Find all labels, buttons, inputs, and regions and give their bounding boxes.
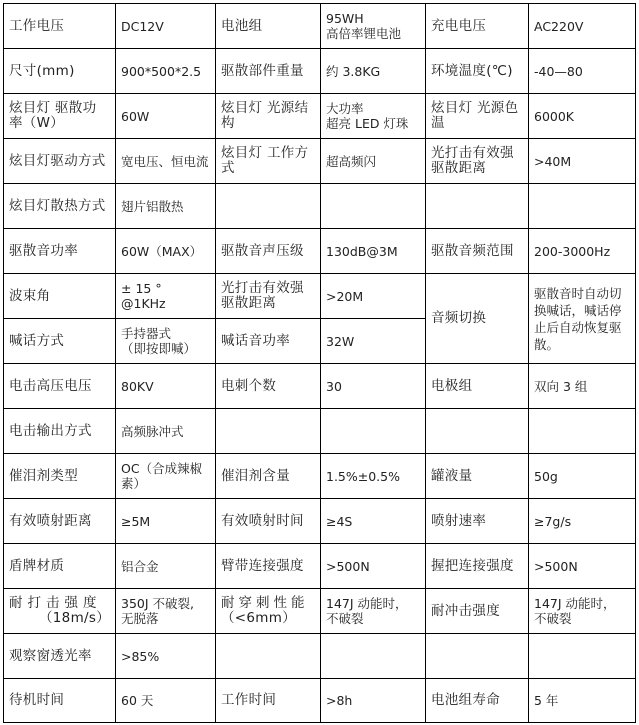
param-label-grip-strength: 握把连接强度: [426, 544, 529, 589]
param-label-puncture-resistance: [216, 589, 321, 634]
param-value-light-effective-range: >20M: [321, 274, 426, 319]
param-label-impact-strength: [4, 589, 116, 634]
param-label-shock-output: 电击输出方式: [4, 409, 116, 454]
param-label-shock-voltage: 电击高压电压: [4, 364, 116, 409]
param-value-light-range: >40M: [529, 139, 636, 184]
param-value-color-temp: 6000K: [529, 94, 636, 139]
param-value-tear-agent-content: 1.5%±0.5%: [321, 454, 426, 499]
beam-angle-degrees: ± 15 °: [121, 281, 162, 296]
param-value-beam-angle: [116, 274, 216, 319]
param-value-shock-resistance: [529, 589, 636, 634]
param-label-dazzle-power: 炫目灯 驱散功率（W）: [4, 94, 116, 139]
shout-method-line-2: （即按即喊）: [121, 341, 197, 356]
param-value-grip-strength: >500N: [529, 544, 636, 589]
empty-cell: [529, 634, 636, 679]
table-row: [4, 94, 636, 139]
param-label-dazzle-cooling: 炫目灯散热方式: [4, 184, 116, 229]
empty-cell: [216, 634, 321, 679]
param-value-sound-pressure: 130dB@3M: [321, 229, 426, 274]
empty-cell: [426, 634, 529, 679]
empty-cell: [321, 184, 426, 229]
empty-cell: [216, 184, 321, 229]
puncture-resistance-spec: （<6mm）: [221, 610, 297, 626]
param-value-working-voltage: DC12V: [116, 4, 216, 49]
empty-cell: [529, 184, 636, 229]
param-value-spray-rate: ≥7g/s: [529, 499, 636, 544]
param-label-standby-time: 待机时间: [4, 679, 116, 723]
table-row: [4, 454, 636, 499]
empty-cell: [321, 634, 426, 679]
param-label-battery-pack: 电池组: [216, 4, 321, 49]
impact-strength-value-line-1: 350J 不破裂,: [121, 596, 194, 611]
table-row: [4, 679, 636, 723]
param-value-standby-time: 60 天: [116, 679, 216, 723]
param-label-shout-power: 喊话音功率: [216, 319, 321, 364]
param-label-can-volume: 罐液量: [426, 454, 529, 499]
param-label-beam-angle: 波束角: [4, 274, 116, 319]
puncture-value-line-2: 不破裂: [326, 611, 364, 626]
battery-pack-capacity: 95WH: [326, 11, 364, 26]
table-row: [4, 139, 636, 184]
param-label-working-time: 工作时间: [216, 679, 321, 723]
param-label-shout-method: 喊话方式: [4, 319, 116, 364]
param-value-window-transmittance: >85%: [116, 634, 216, 679]
param-label-dazzle-light-structure: 炫目灯 光源结构: [216, 94, 321, 139]
param-value-shield-material: 铝合金: [116, 544, 216, 589]
table-row: [4, 274, 636, 319]
param-value-electrode-group: 双向 3 组: [529, 364, 636, 409]
param-value-spray-time: ≥4S: [321, 499, 426, 544]
param-label-battery-life: 电池组寿命: [426, 679, 529, 723]
param-label-shield-material: 盾牌材质: [4, 544, 116, 589]
param-label-audio-switch: 音频切换: [426, 274, 529, 364]
table-row: [4, 544, 636, 589]
table-row: [4, 49, 636, 94]
impact-strength-value-line-2: 无脱落: [121, 611, 159, 626]
param-value-shock-output: 高频脉冲式: [116, 409, 216, 454]
param-label-spray-time: 有效喷射时间: [216, 499, 321, 544]
light-structure-line-2: 超亮 LED 灯珠: [326, 116, 409, 131]
shock-resistance-line-1: 147J 动能时，: [534, 596, 616, 611]
param-value-shout-method: [116, 319, 216, 364]
table-row: [4, 184, 636, 229]
param-value-prong-count: 30: [321, 364, 426, 409]
empty-cell: [321, 409, 426, 454]
param-label-window-transmittance: 观察窗透光率: [4, 634, 116, 679]
table-row: [4, 229, 636, 274]
param-label-armband-strength: 臂带连接强度: [216, 544, 321, 589]
shock-resistance-line-2: 不破裂: [534, 611, 572, 626]
param-label-dazzle-drive: 炫目灯驱动方式: [4, 139, 116, 184]
param-value-armband-strength: >500N: [321, 544, 426, 589]
table-row: [4, 499, 636, 544]
param-value-working-time: >8h: [321, 679, 426, 723]
param-value-shout-power: 32W: [321, 319, 426, 364]
param-value-can-volume: 50g: [529, 454, 636, 499]
spec-table: [3, 3, 636, 723]
param-label-tear-agent-content: 催泪剂含量: [216, 454, 321, 499]
param-label-electrode-group: 电极组: [426, 364, 529, 409]
param-label-spray-rate: 喷射速率: [426, 499, 529, 544]
param-value-ambient-temp: -40—80: [529, 49, 636, 94]
param-value-dazzle-light-structure: [321, 94, 426, 139]
impact-strength-title: 耐打击强度: [9, 595, 102, 611]
shout-method-line-1: 手持器式: [121, 326, 172, 341]
param-value-battery-pack: [321, 4, 426, 49]
beam-angle-frequency: @1KHz: [121, 296, 166, 311]
param-value-impact-strength: [116, 589, 216, 634]
param-label-charging-voltage: 充电电压: [426, 4, 529, 49]
param-label-prong-count: 电刺个数: [216, 364, 321, 409]
impact-strength-speed: （18m/s）: [38, 610, 110, 626]
param-label-dispersal-weight: 驱散部件重量: [216, 49, 321, 94]
puncture-value-line-1: 147J 动能时，: [326, 596, 408, 611]
param-value-spray-distance: ≥5M: [116, 499, 216, 544]
param-value-dazzle-drive: 宽电压、恒电流: [116, 139, 216, 184]
empty-cell: [216, 409, 321, 454]
param-label-sound-power: 驱散音功率: [4, 229, 116, 274]
empty-cell: [529, 409, 636, 454]
param-label-ambient-temp: 环境温度(℃): [426, 49, 529, 94]
light-structure-line-1: 大功率: [326, 101, 364, 116]
param-value-tear-agent-type: OC（合成辣椒素）: [116, 454, 216, 499]
param-label-shock-resistance: 耐冲击强度: [426, 589, 529, 634]
param-value-sound-frequency: 200-3000Hz: [529, 229, 636, 274]
table-row: [4, 634, 636, 679]
table-row: [4, 364, 636, 409]
param-value-audio-switch: 驱散音时自动切换喊话，喊话停止后自动恢复驱散。: [529, 274, 636, 364]
param-value-dispersal-weight: 约 3.8KG: [321, 49, 426, 94]
param-value-sound-power: 60W（MAX）: [116, 229, 216, 274]
param-value-dazzle-power: 60W: [116, 94, 216, 139]
puncture-resistance-title: 耐穿刺性能: [221, 595, 309, 611]
param-label-sound-pressure: 驱散音声压级: [216, 229, 321, 274]
table-row: [4, 409, 636, 454]
param-value-puncture-resistance: [321, 589, 426, 634]
param-value-dazzle-cooling: 翅片铝散热: [116, 184, 216, 229]
param-label-working-voltage: 工作电压: [4, 4, 116, 49]
battery-pack-type: 高倍率锂电池: [326, 26, 402, 41]
empty-cell: [426, 409, 529, 454]
param-value-size: 900*500*2.5: [116, 49, 216, 94]
param-label-light-effective-range: 光打击有效强驱散距离: [216, 274, 321, 319]
table-row: [4, 4, 636, 49]
param-value-dazzle-mode: 超高频闪: [321, 139, 426, 184]
param-label-tear-agent-type: 催泪剂类型: [4, 454, 116, 499]
param-label-dazzle-mode: 炫目灯 工作方式: [216, 139, 321, 184]
param-value-charging-voltage: AC220V: [529, 4, 636, 49]
table-row: [4, 589, 636, 634]
param-label-size: 尺寸(mm): [4, 49, 116, 94]
param-value-shock-voltage: 80KV: [116, 364, 216, 409]
param-label-color-temp: 炫目灯 光源色温: [426, 94, 529, 139]
param-value-battery-life: 5 年: [529, 679, 636, 723]
param-label-spray-distance: 有效喷射距离: [4, 499, 116, 544]
param-label-light-range: 光打击有效强驱散距离: [426, 139, 529, 184]
empty-cell: [426, 184, 529, 229]
param-label-sound-frequency: 驱散音频范围: [426, 229, 529, 274]
